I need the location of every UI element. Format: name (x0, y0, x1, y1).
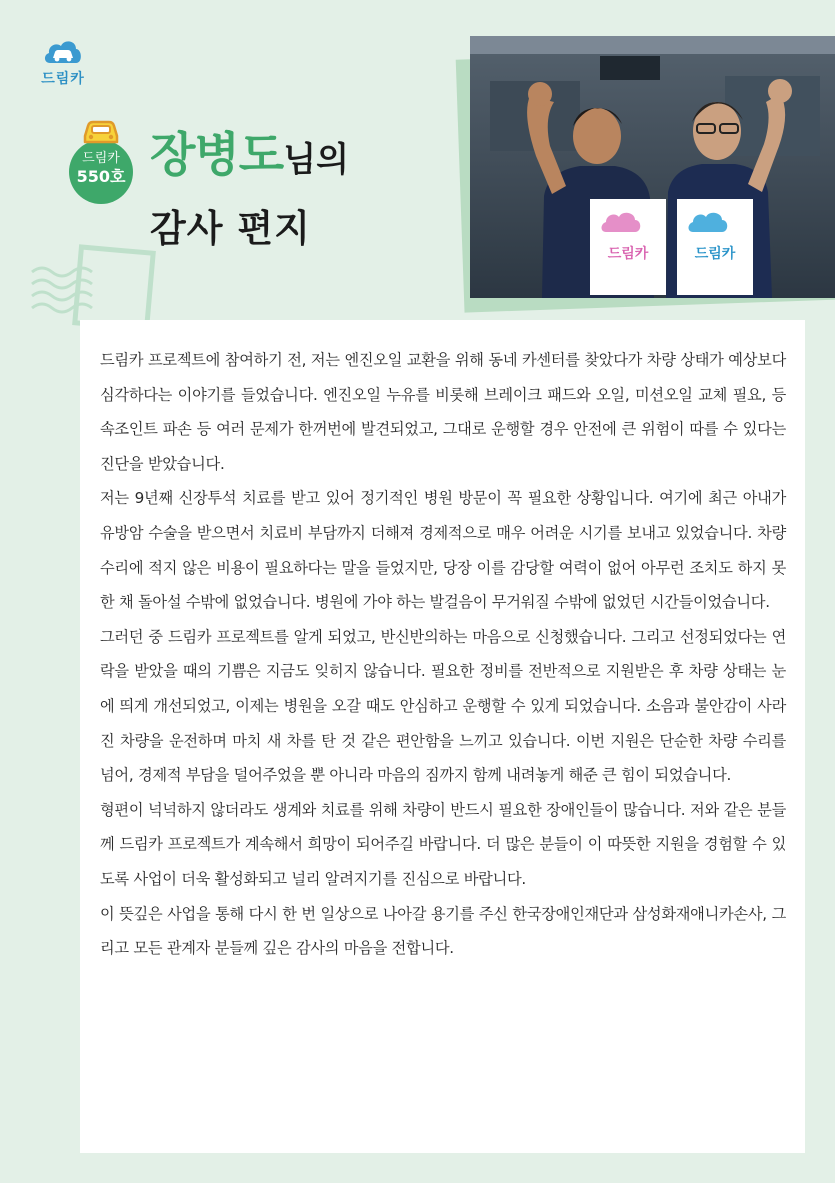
photo-illustration (470, 36, 835, 298)
letter-paragraph: 저는 9년째 신장투석 치료를 받고 있어 정기적인 병원 방문이 꼭 필요한 상황입니다. 여기에 최근 아내가 유방암 수술을 받으면서 치료비 부담까지 더해져 경제적으로 매우 어려운 시기를 보내고 있었습니다. 차량 수리에 적지 않은 비용이 필요하다는 말을 들었지만, 당장 이를 감당할 여력이 없어 아무런 조치도 하지 못한 채 돌아설 수밖에 없었습니다. 병원에 가야 하는 발걸음이 무거워질 수밖에 없었던 시간들이었습니다. (100, 489, 786, 612)
sign-right-text: 드림카 (694, 246, 736, 262)
cloud-car-icon (42, 36, 84, 66)
letter-paragraph: 드림카 프로젝트에 참여하기 전, 저는 엔진오일 교환을 위해 동네 카센터를 찾았다가 차량 상태가 예상보다 심각하다는 이야기를 들었습니다. 엔진오일 누유를 비롯해 브레이크 패드와 오일, 미션오일 교체 필요, 등속조인트 파손 등 여러 문제가 한꺼번에 발견되었고, 그대로 운행할 경우 안전에 큰 위험이 따를 수 있다는 진단을 받았습니다. (100, 351, 786, 473)
page-title (150, 128, 349, 183)
badge-number: 550호 (76, 167, 126, 186)
car-icon (79, 116, 123, 146)
title-suffix: 님의 (283, 140, 349, 180)
recipient-name: 장병도 (150, 128, 284, 183)
issue-badge (69, 140, 133, 204)
dreamcar-logo (40, 36, 86, 88)
recipient-photo (470, 36, 835, 298)
letter-paragraph: 그러던 중 드림카 프로젝트를 알게 되었고, 반신반의하는 마음으로 신청했습니다. 그리고 선정되었다는 연락을 받았을 때의 기쁨은 지금도 잊히지 않습니다. 필요한 정비를 전반적으로 지원받은 후 차량 상태는 눈에 띄게 개선되었고, 이제는 병원을 오갈 때도 안심하고 운행할 수 있게 되었습니다. 소음과 불안감이 사라진 차량을 운전하며 마치 새 차를 탄 것 같은 편안함을 느끼고 있습니다. 이번 지원은 단순한 차량 수리를 넘어, 경제적 부담을 덜어주었을 뿐 아니라 마음의 짐까지 함께 내려놓게 해준 큰 힘이 되었습니다. (100, 627, 786, 785)
letter-body (100, 343, 786, 966)
page-subtitle: 감사 편지 (150, 207, 311, 250)
badge-label: 드림카 (82, 151, 120, 166)
letter-paragraph: 형편이 넉넉하지 않더라도 생계와 치료를 위해 차량이 반드시 필요한 장애인들이 많습니다. 저와 같은 분들께 드림카 프로젝트가 계속해서 희망이 되어주길 바랍니다. 더 많은 분들이 이 따뜻한 지원을 경험할 수 있도록 사업이 더욱 활성화되고 널리 알려지기를 진심으로 바랍니다. (100, 800, 786, 888)
letter-paragraph: 이 뜻깊은 사업을 통해 다시 한 번 일상으로 나아갈 용기를 주신 한국장애인재단과 삼성화재애니카손사, 그리고 모든 관계자 분들께 깊은 감사의 마음을 전합니다. (100, 904, 786, 958)
logo-text: 드림카 (41, 71, 85, 87)
sign-left-text: 드림카 (607, 246, 649, 262)
